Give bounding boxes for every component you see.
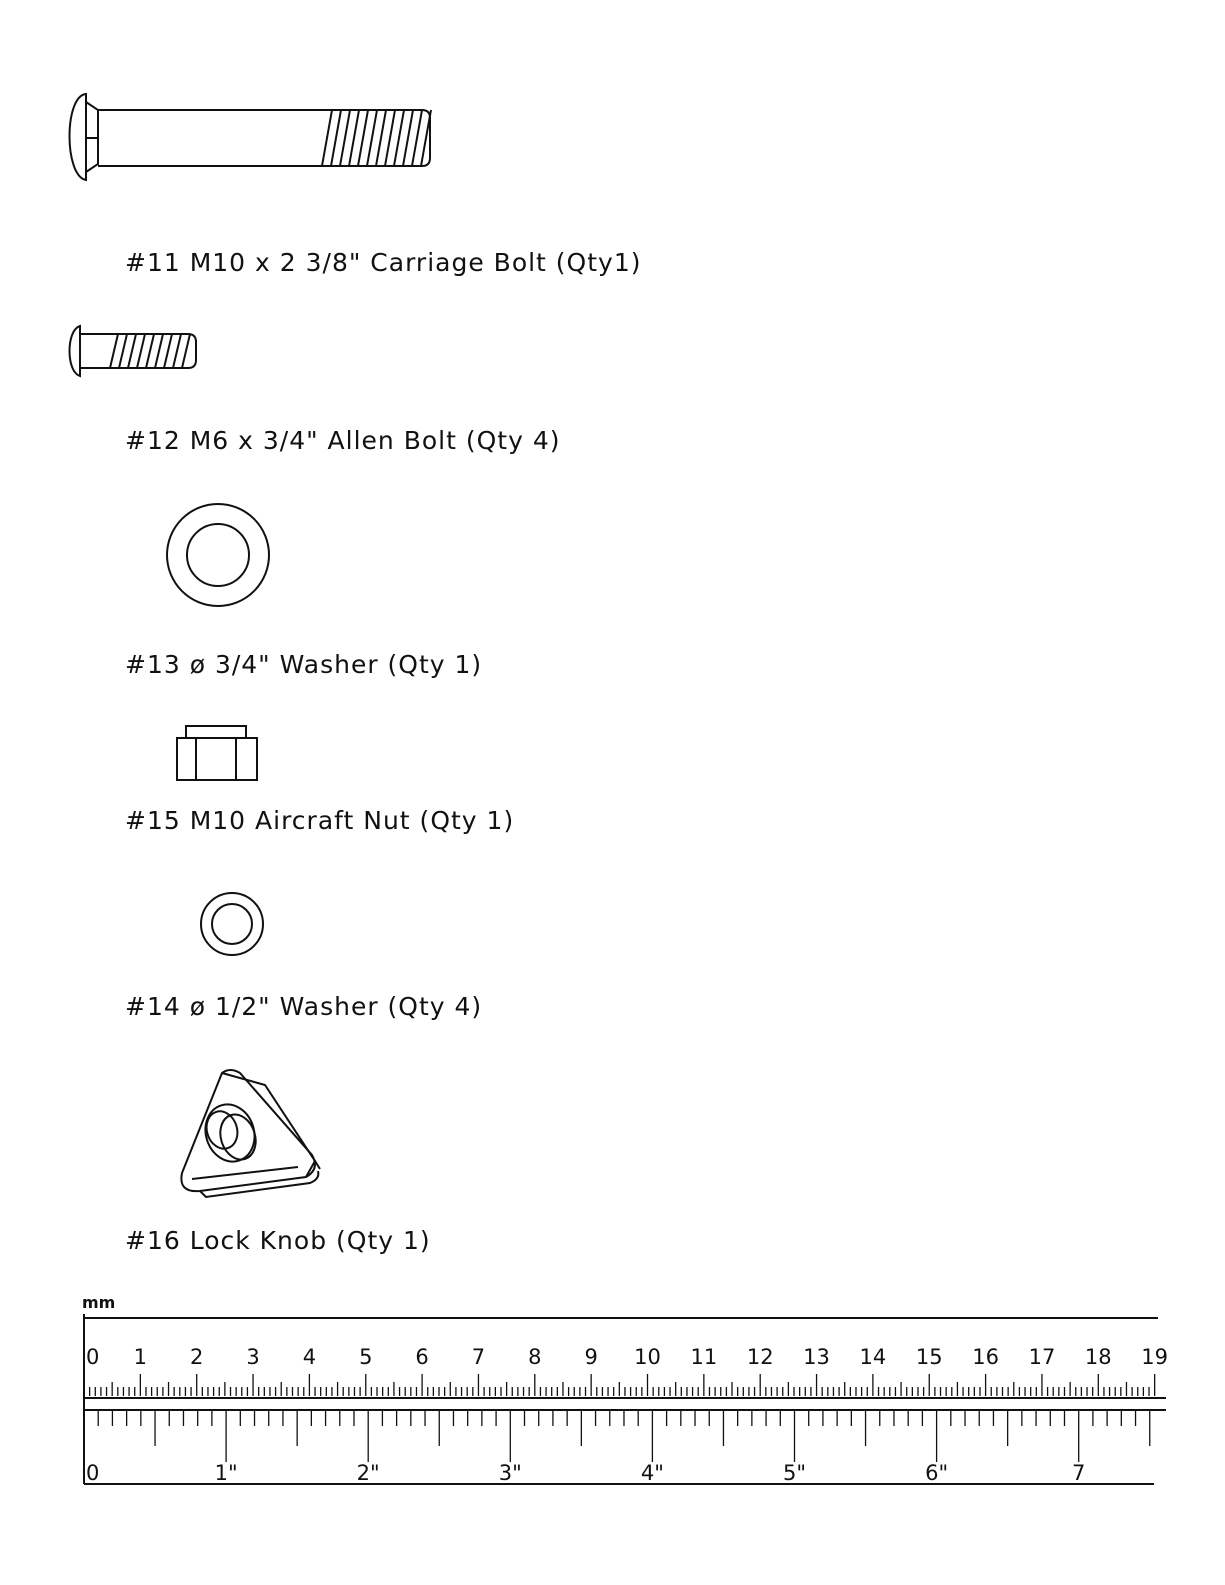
inch-label: 7 xyxy=(1072,1461,1086,1485)
large-washer-drawing xyxy=(160,500,280,612)
mm-scale-ticks xyxy=(84,1374,1155,1396)
mm-label: 10 xyxy=(634,1345,661,1369)
part-label-11: #11 M10 x 2 3/8" Carriage Bolt (Qty1) xyxy=(125,248,642,277)
inch-label: 3" xyxy=(498,1461,522,1485)
inch-scale-ticks xyxy=(84,1410,1150,1462)
mm-scale-labels xyxy=(86,1345,1168,1369)
mm-label: 12 xyxy=(746,1345,774,1369)
inch-label: 4" xyxy=(640,1461,664,1485)
inch-label: 2" xyxy=(356,1461,380,1485)
mm-label: 6 xyxy=(415,1345,429,1369)
inch-label: 6" xyxy=(925,1461,949,1485)
mm-label: 5 xyxy=(359,1345,373,1369)
mm-label: 3 xyxy=(246,1345,260,1369)
allen-bolt-drawing xyxy=(66,322,206,382)
inch-label: 5" xyxy=(782,1461,807,1485)
mm-label: 9 xyxy=(584,1345,598,1369)
mm-label: 8 xyxy=(528,1345,542,1369)
ruler-mm-unit: mm xyxy=(82,1293,116,1312)
mm-label: 7 xyxy=(471,1345,486,1369)
mm-label: 14 xyxy=(859,1345,887,1369)
part-label-15: #15 M10 Aircraft Nut (Qty 1) xyxy=(125,806,515,835)
mm-label: 0 xyxy=(86,1345,100,1369)
small-washer-drawing xyxy=(196,890,268,960)
measuring-ruler xyxy=(0,1290,1225,1505)
part-label-14: #14 ø 1/2" Washer (Qty 4) xyxy=(125,992,483,1021)
carriage-bolt-drawing xyxy=(60,88,440,188)
mm-label: 16 xyxy=(972,1345,999,1369)
part-label-16: #16 Lock Knob (Qty 1) xyxy=(125,1226,431,1255)
inch-label: 0 xyxy=(86,1461,100,1485)
inch-scale-labels xyxy=(86,1461,1085,1485)
mm-label: 19 xyxy=(1141,1345,1169,1369)
inch-label: 1" xyxy=(214,1461,238,1485)
aircraft-nut-drawing xyxy=(170,722,270,786)
mm-label: 15 xyxy=(915,1345,943,1369)
mm-label: 13 xyxy=(803,1345,830,1369)
lock-knob-drawing xyxy=(170,1065,330,1205)
mm-label: 18 xyxy=(1084,1345,1112,1369)
mm-label: 2 xyxy=(190,1345,204,1369)
mm-label: 17 xyxy=(1028,1345,1056,1369)
part-label-12: #12 M6 x 3/4" Allen Bolt (Qty 4) xyxy=(125,426,561,455)
part-label-13: #13 ø 3/4" Washer (Qty 1) xyxy=(125,650,483,679)
mm-label: 4 xyxy=(302,1345,317,1369)
mm-label: 1 xyxy=(133,1345,148,1369)
mm-label: 11 xyxy=(690,1345,718,1369)
